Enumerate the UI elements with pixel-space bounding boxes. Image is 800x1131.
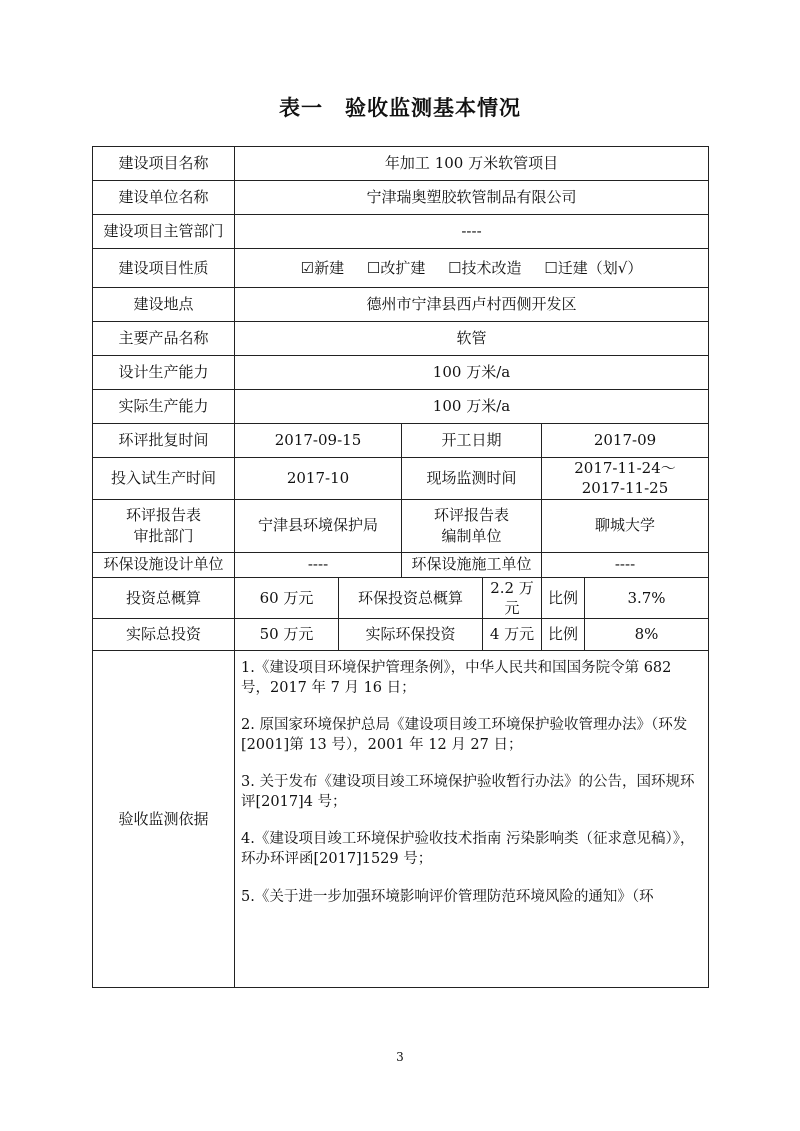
authority-label: 建设项目主管部门 — [93, 215, 235, 249]
basis-label: 验收监测依据 — [93, 651, 235, 988]
eia-approval-value: 2017-09-15 — [235, 424, 402, 458]
option-expansion[interactable]: ☐改扩建 — [366, 258, 426, 277]
report-author-label — [402, 499, 542, 552]
trial-production-value: 2017-10 — [235, 458, 402, 500]
nature-options — [235, 249, 709, 288]
design-capacity-value: 100 万米/a — [235, 356, 709, 390]
title-part1: 表一 — [279, 96, 323, 120]
basis-item-5: 5.《关于进一步加强环境影响评价管理防范环境风险的通知》（环 — [241, 888, 654, 905]
basis-content — [235, 651, 709, 988]
actual-ratio-label: 比例 — [542, 619, 585, 651]
start-date-label: 开工日期 — [402, 424, 542, 458]
table-row — [93, 215, 709, 249]
page-title — [0, 92, 800, 122]
table-row — [93, 619, 709, 651]
table-row — [93, 458, 709, 500]
design-capacity-label: 设计生产能力 — [93, 356, 235, 390]
monitoring-time-value — [542, 458, 709, 500]
location-label: 建设地点 — [93, 288, 235, 322]
actual-total-value: 50 万元 — [235, 619, 339, 651]
table-row — [93, 181, 709, 215]
monitoring-time-end: 2017-11-25 — [581, 479, 669, 498]
report-author-value: 聊城大学 — [542, 499, 709, 552]
facility-construction-value: ---- — [542, 552, 709, 577]
table-row — [93, 288, 709, 322]
basis-item-4: 4.《建设项目竣工环境保护验收技术指南 污染影响类（征求意见稿）》，环办环评函[2017]1529 号； — [241, 831, 695, 867]
actual-capacity-value: 100 万米/a — [235, 390, 709, 424]
option-new-checked[interactable]: ☑新建 — [300, 258, 345, 277]
table-row — [93, 499, 709, 552]
basis-item-1: 1.《建设项目环境保护管理条例》，中华人民共和国国务院令第 682 号，2017 年 7 月 16 日； — [241, 660, 672, 696]
location-value: 德州市宁津县西卢村西侧开发区 — [235, 288, 709, 322]
option-relocation[interactable]: ☐迁建（划√） — [544, 258, 643, 277]
page-number: 3 — [396, 1050, 404, 1064]
basis-item-3: 3. 关于发布《建设项目竣工环境保护验收暂行办法》的公告，国环规环评[2017]4 号； — [241, 774, 695, 810]
unit-name-label: 建设单位名称 — [93, 181, 235, 215]
unit-name-value: 宁津瑞奥塑胶软管制品有限公司 — [235, 181, 709, 215]
actual-total-label: 实际总投资 — [93, 619, 235, 651]
product-label: 主要产品名称 — [93, 322, 235, 356]
project-name-value: 年加工 100 万米软管项目 — [235, 147, 709, 181]
facility-design-value: ---- — [235, 552, 402, 577]
actual-env-label: 实际环保投资 — [339, 619, 483, 651]
budget-env-label: 环保投资总概算 — [339, 577, 483, 619]
basis-item-2: 2. 原国家环境保护总局《建设项目竣工环境保护验收管理办法》（环发[2001]第 13 号），2001 年 12 月 27 日； — [241, 717, 688, 753]
budget-env-value: 2.2 万元 — [483, 577, 542, 619]
table-row — [93, 424, 709, 458]
table-row — [93, 356, 709, 390]
label-line: 环评报告表 — [433, 506, 509, 525]
table-row — [93, 390, 709, 424]
facility-construction-label: 环保设施施工单位 — [402, 552, 542, 577]
table-row — [93, 322, 709, 356]
table-row — [93, 147, 709, 181]
label-line: 编制单位 — [441, 526, 502, 545]
monitoring-time-label: 现场监测时间 — [402, 458, 542, 500]
nature-label: 建设项目性质 — [93, 249, 235, 288]
project-name-label: 建设项目名称 — [93, 147, 235, 181]
budget-total-label: 投资总概算 — [93, 577, 235, 619]
budget-ratio-label: 比例 — [542, 577, 585, 619]
label-line: 审批部门 — [133, 526, 194, 545]
table-row — [93, 552, 709, 577]
table-row — [93, 249, 709, 288]
actual-capacity-label: 实际生产能力 — [93, 390, 235, 424]
eia-approval-label: 环评批复时间 — [93, 424, 235, 458]
option-tech-upgrade[interactable]: ☐技术改造 — [448, 258, 522, 277]
product-value: 软管 — [235, 322, 709, 356]
table-row — [93, 651, 709, 988]
budget-total-value: 60 万元 — [235, 577, 339, 619]
label-line: 环评报告表 — [125, 506, 201, 525]
report-approval-dept-label — [93, 499, 235, 552]
title-part2: 验收监测基本情况 — [345, 96, 521, 120]
start-date-value: 2017-09 — [542, 424, 709, 458]
facility-design-label: 环保设施设计单位 — [93, 552, 235, 577]
report-approval-dept-value: 宁津县环境保护局 — [235, 499, 402, 552]
actual-env-value: 4 万元 — [483, 619, 542, 651]
trial-production-label: 投入试生产时间 — [93, 458, 235, 500]
authority-value: ---- — [235, 215, 709, 249]
inspection-info-table — [92, 146, 709, 988]
monitoring-time-start: 2017-11-24～ — [574, 459, 676, 477]
actual-ratio-value: 8% — [585, 619, 709, 651]
budget-ratio-value: 3.7% — [585, 577, 709, 619]
table-row — [93, 577, 709, 619]
